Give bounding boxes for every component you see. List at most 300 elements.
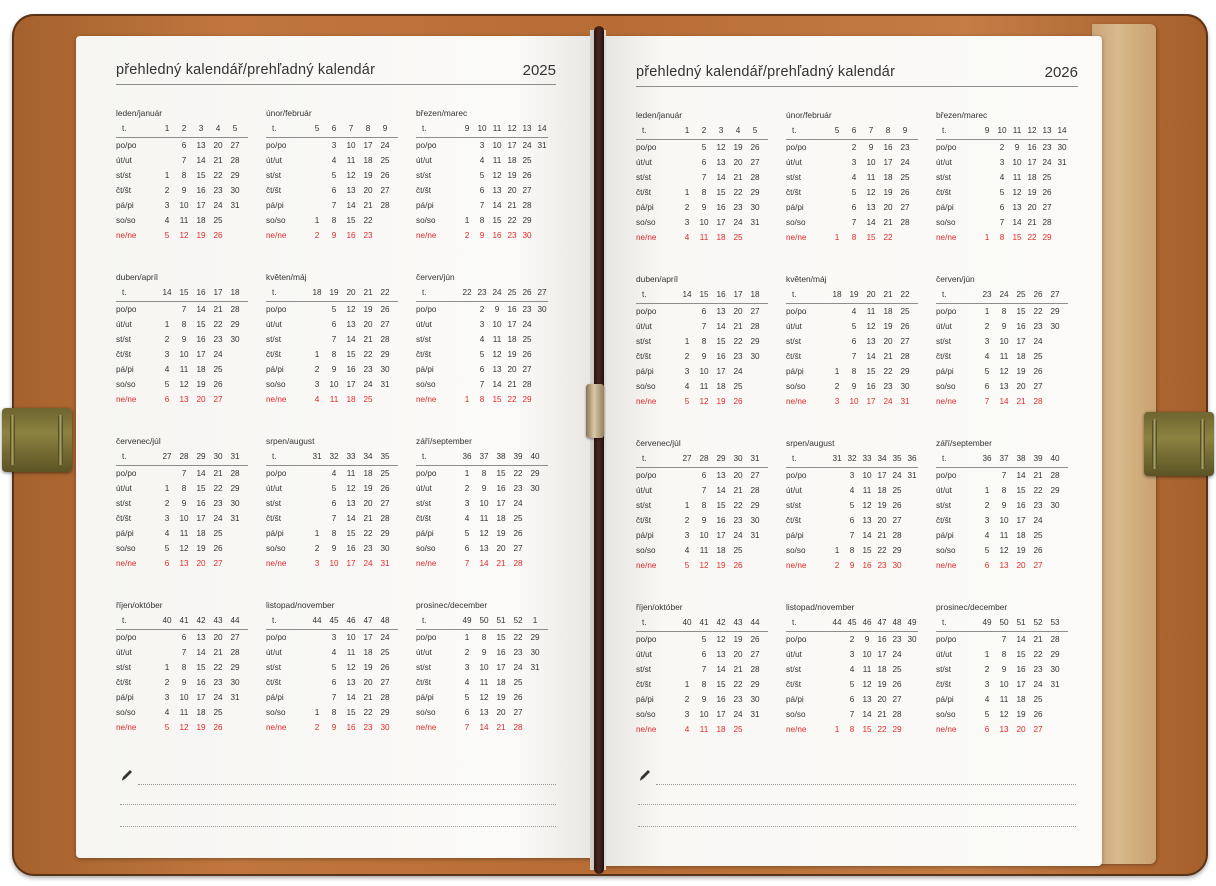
week-label: t. <box>942 290 947 299</box>
day-row <box>936 173 1068 185</box>
day-number: 9 <box>868 143 874 152</box>
day-label: ne/ne <box>116 231 137 240</box>
day-number: 18 <box>1016 352 1026 361</box>
day-number: 1 <box>164 484 170 493</box>
day-number: 4 <box>164 708 170 717</box>
week-number: 43 <box>213 616 223 625</box>
day-label: st/st <box>636 337 652 346</box>
month-name: prosinec/december <box>416 600 488 610</box>
day-number: 19 <box>507 350 517 359</box>
day-row <box>636 695 768 707</box>
day-number: 24 <box>892 650 902 659</box>
week-number: 36 <box>462 452 472 461</box>
week-number: 12 <box>1027 126 1037 135</box>
day-label: so/so <box>636 710 656 719</box>
day-number: 4 <box>984 695 990 704</box>
week-number: 37 <box>479 452 489 461</box>
day-number: 31 <box>230 514 240 523</box>
week-number: 13 <box>1042 126 1052 135</box>
day-label: pá/pi <box>116 693 134 702</box>
day-number: 25 <box>380 648 390 657</box>
day-row <box>636 352 768 364</box>
day-label: st/st <box>786 337 802 346</box>
day-number: 23 <box>213 678 223 687</box>
day-label: so/so <box>416 216 436 225</box>
day-number: 15 <box>1012 233 1022 242</box>
week-label: t. <box>122 616 127 625</box>
day-number: 17 <box>363 633 373 642</box>
day-number: 11 <box>492 335 502 344</box>
day-number: 24 <box>892 471 902 480</box>
day-number: 1 <box>984 307 990 316</box>
day-number: 6 <box>984 382 990 391</box>
day-number: 23 <box>513 648 523 657</box>
day-number: 26 <box>1042 188 1052 197</box>
day-row <box>266 320 398 332</box>
day-number: 22 <box>883 367 893 376</box>
day-number: 15 <box>716 337 726 346</box>
day-number: 29 <box>380 529 390 538</box>
day-number: 1 <box>164 320 170 329</box>
day-number: 9 <box>331 365 337 374</box>
day-number: 17 <box>1016 337 1026 346</box>
day-number: 13 <box>492 365 502 374</box>
day-number: 9 <box>701 695 707 704</box>
day-number: 1 <box>314 708 320 717</box>
day-row <box>416 723 548 735</box>
day-number: 29 <box>1050 486 1060 495</box>
week-number: 38 <box>496 452 506 461</box>
day-number: 6 <box>849 695 855 704</box>
metal-clasp <box>2 408 72 472</box>
day-number: 21 <box>1033 471 1043 480</box>
day-number: 14 <box>346 201 356 210</box>
day-label: čt/št <box>266 514 282 523</box>
day-number: 13 <box>716 307 726 316</box>
day-number: 17 <box>346 380 356 389</box>
day-number: 25 <box>380 156 390 165</box>
day-number: 12 <box>479 529 489 538</box>
day-number: 23 <box>507 231 517 240</box>
day-number: 15 <box>492 216 502 225</box>
month-name: prosinec/december <box>936 602 1008 612</box>
day-number: 8 <box>999 233 1005 242</box>
day-number: 14 <box>716 665 726 674</box>
day-label: so/so <box>786 546 806 555</box>
day-row <box>786 322 918 334</box>
day-label: út/ut <box>416 484 432 493</box>
day-row <box>416 633 548 645</box>
day-number: 21 <box>1016 397 1026 406</box>
day-number: 24 <box>900 158 910 167</box>
day-number: 8 <box>849 725 855 734</box>
week-number-row <box>266 451 398 466</box>
day-number: 4 <box>851 307 857 316</box>
day-row <box>116 305 248 317</box>
day-number: 4 <box>164 365 170 374</box>
note-line <box>638 826 1076 827</box>
day-number: 3 <box>164 693 170 702</box>
day-row <box>786 337 918 349</box>
day-number: 2 <box>164 499 170 508</box>
day-number: 8 <box>331 529 337 538</box>
day-number: 6 <box>701 158 707 167</box>
day-number: 15 <box>196 484 206 493</box>
day-label: st/st <box>416 499 432 508</box>
month-name: listopad/november <box>266 600 335 610</box>
day-label: so/so <box>416 380 436 389</box>
day-number: 4 <box>999 173 1005 182</box>
day-label: st/st <box>786 173 802 182</box>
month-name: březen/marec <box>416 108 468 118</box>
day-label: st/st <box>116 171 132 180</box>
week-number-row <box>786 453 918 468</box>
week-number: 38 <box>1016 454 1026 463</box>
day-row <box>936 531 1068 543</box>
day-number: 29 <box>892 725 902 734</box>
day-label: út/ut <box>636 322 652 331</box>
day-number: 22 <box>507 216 517 225</box>
week-number-row <box>636 289 768 304</box>
week-number: 22 <box>900 290 910 299</box>
day-number: 7 <box>181 156 187 165</box>
day-label: so/so <box>786 382 806 391</box>
day-number: 5 <box>999 188 1005 197</box>
day-label: út/ut <box>786 486 802 495</box>
day-label: po/po <box>416 633 437 642</box>
day-row <box>116 484 248 496</box>
day-row <box>786 203 918 215</box>
day-number: 1 <box>464 633 470 642</box>
week-number: 27 <box>682 454 692 463</box>
day-row <box>936 382 1068 394</box>
day-number: 13 <box>196 633 206 642</box>
day-number: 26 <box>213 380 223 389</box>
day-row <box>266 141 398 153</box>
month-name: květen/máj <box>786 274 827 284</box>
day-number: 21 <box>363 335 373 344</box>
day-number: 12 <box>346 663 356 672</box>
day-label: pá/pi <box>936 203 954 212</box>
day-row <box>936 486 1068 498</box>
week-number-row <box>636 617 768 632</box>
week-number: 1 <box>684 126 690 135</box>
day-number: 1 <box>684 680 690 689</box>
day-number: 13 <box>479 708 489 717</box>
day-number: 17 <box>877 650 887 659</box>
day-number: 19 <box>733 635 743 644</box>
day-number: 11 <box>479 514 489 523</box>
week-number: 53 <box>1050 618 1060 627</box>
week-number: 34 <box>363 452 373 461</box>
day-number: 6 <box>331 320 337 329</box>
day-number: 12 <box>699 397 709 406</box>
day-number: 24 <box>363 380 373 389</box>
day-number: 22 <box>877 546 887 555</box>
day-number: 29 <box>1042 233 1052 242</box>
day-label: pá/pi <box>636 203 654 212</box>
day-row <box>936 635 1068 647</box>
day-number: 30 <box>380 723 390 732</box>
week-number: 31 <box>230 452 240 461</box>
day-number: 21 <box>213 156 223 165</box>
week-number: 7 <box>348 124 354 133</box>
day-row <box>266 350 398 362</box>
week-number: 23 <box>477 288 487 297</box>
day-number: 7 <box>1001 471 1007 480</box>
day-row <box>416 663 548 675</box>
page-header <box>636 62 1078 87</box>
day-number: 5 <box>701 143 707 152</box>
week-number: 15 <box>179 288 189 297</box>
week-number-row <box>116 287 248 302</box>
day-number: 24 <box>380 141 390 150</box>
day-number: 8 <box>479 216 485 225</box>
day-row <box>936 695 1068 707</box>
day-label: pá/pi <box>786 695 804 704</box>
day-number: 17 <box>883 158 893 167</box>
day-label: st/st <box>416 663 432 672</box>
day-label: pá/pi <box>636 367 654 376</box>
day-row <box>266 171 398 183</box>
day-number: 29 <box>1050 650 1060 659</box>
month-name: březen/marec <box>936 110 988 120</box>
day-label: st/st <box>266 171 282 180</box>
day-number: 21 <box>877 710 887 719</box>
day-number: 29 <box>750 188 760 197</box>
day-number: 4 <box>984 531 990 540</box>
week-number: 47 <box>363 616 373 625</box>
day-number: 29 <box>750 680 760 689</box>
day-number: 16 <box>1016 501 1026 510</box>
day-label: pá/pi <box>266 693 284 702</box>
day-row <box>116 678 248 690</box>
day-label: út/ut <box>116 156 132 165</box>
day-number: 8 <box>181 320 187 329</box>
day-row <box>116 633 248 645</box>
day-row <box>936 143 1068 155</box>
day-number: 4 <box>684 233 690 242</box>
day-number: 23 <box>213 186 223 195</box>
day-label: pá/pi <box>786 367 804 376</box>
day-number: 9 <box>331 231 337 240</box>
day-number: 21 <box>733 665 743 674</box>
day-number: 24 <box>513 499 523 508</box>
day-number: 26 <box>1033 710 1043 719</box>
day-number: 2 <box>464 648 470 657</box>
day-number: 8 <box>331 216 337 225</box>
day-number: 23 <box>1042 143 1052 152</box>
day-number: 14 <box>479 723 489 732</box>
day-number: 27 <box>892 516 902 525</box>
day-number: 26 <box>900 322 910 331</box>
week-number: 29 <box>716 454 726 463</box>
week-number: 39 <box>513 452 523 461</box>
day-number: 11 <box>866 307 876 316</box>
day-row <box>116 395 248 407</box>
day-number: 10 <box>492 320 502 329</box>
week-number: 52 <box>513 616 523 625</box>
day-number: 27 <box>522 186 532 195</box>
day-row <box>786 710 918 722</box>
day-label: út/ut <box>116 320 132 329</box>
day-number: 27 <box>230 141 240 150</box>
day-number: 13 <box>492 186 502 195</box>
day-row <box>636 307 768 319</box>
day-number: 16 <box>716 352 726 361</box>
day-number: 2 <box>834 382 840 391</box>
day-label: pá/pi <box>786 531 804 540</box>
day-number: 11 <box>1012 173 1022 182</box>
day-number: 15 <box>496 633 506 642</box>
day-number: 15 <box>492 395 502 404</box>
day-number: 23 <box>213 499 223 508</box>
week-number: 10 <box>997 126 1007 135</box>
day-label: ne/ne <box>636 233 657 242</box>
day-number: 6 <box>849 516 855 525</box>
day-number: 8 <box>181 484 187 493</box>
day-row <box>636 218 768 230</box>
day-number: 11 <box>999 531 1009 540</box>
day-label: čt/št <box>786 680 802 689</box>
week-number: 36 <box>982 454 992 463</box>
day-number: 19 <box>1016 367 1026 376</box>
week-label: t. <box>422 288 427 297</box>
day-number: 13 <box>346 678 356 687</box>
day-label: ne/ne <box>936 725 957 734</box>
day-label: čt/št <box>116 186 132 195</box>
day-number: 28 <box>380 201 390 210</box>
day-row <box>416 529 548 541</box>
day-label: ne/ne <box>116 395 137 404</box>
day-label: ne/ne <box>786 233 807 242</box>
day-label: pá/pi <box>416 365 434 374</box>
day-number: 20 <box>196 395 206 404</box>
day-number: 19 <box>883 188 893 197</box>
day-number: 6 <box>164 559 170 568</box>
week-label: t. <box>422 124 427 133</box>
day-number: 25 <box>892 665 902 674</box>
page-title: přehledný kalendář/prehľadný kalendár <box>116 62 376 78</box>
day-number: 9 <box>1001 501 1007 510</box>
day-number: 3 <box>479 320 485 329</box>
day-row <box>116 559 248 571</box>
day-label: čt/št <box>416 514 432 523</box>
day-label: so/so <box>266 216 286 225</box>
day-number: 22 <box>513 633 523 642</box>
week-number: 9 <box>464 124 470 133</box>
day-number: 10 <box>346 633 356 642</box>
day-number: 16 <box>877 635 887 644</box>
day-label: pá/pi <box>266 201 284 210</box>
day-number: 24 <box>363 559 373 568</box>
day-number: 13 <box>346 320 356 329</box>
day-number: 16 <box>866 382 876 391</box>
day-number: 4 <box>684 546 690 555</box>
day-number: 13 <box>866 337 876 346</box>
day-number: 4 <box>464 514 470 523</box>
day-row <box>116 335 248 347</box>
day-number: 3 <box>849 471 855 480</box>
day-label: st/st <box>116 663 132 672</box>
day-label: so/so <box>936 546 956 555</box>
week-number: 18 <box>312 288 322 297</box>
day-number: 28 <box>892 531 902 540</box>
day-number: 17 <box>196 350 206 359</box>
day-number: 19 <box>877 501 887 510</box>
day-label: po/po <box>416 305 437 314</box>
week-number: 48 <box>892 618 902 627</box>
day-number: 12 <box>999 367 1009 376</box>
week-number: 31 <box>832 454 842 463</box>
day-row <box>416 693 548 705</box>
day-number: 12 <box>479 693 489 702</box>
week-number-row <box>936 289 1068 304</box>
day-number: 16 <box>492 231 502 240</box>
month-name: duben/apríl <box>636 274 678 284</box>
day-number: 4 <box>849 665 855 674</box>
day-number: 15 <box>346 708 356 717</box>
day-number: 5 <box>331 171 337 180</box>
day-number: 15 <box>1016 307 1026 316</box>
day-number: 28 <box>900 218 910 227</box>
day-number: 8 <box>701 337 707 346</box>
day-number: 6 <box>464 708 470 717</box>
day-label: po/po <box>786 143 807 152</box>
day-label: so/so <box>116 708 136 717</box>
day-number: 9 <box>181 678 187 687</box>
day-row <box>786 367 918 379</box>
week-number: 9 <box>382 124 388 133</box>
day-number: 3 <box>851 158 857 167</box>
day-number: 6 <box>331 186 337 195</box>
day-number: 5 <box>851 188 857 197</box>
week-number: 6 <box>331 124 337 133</box>
day-number: 28 <box>380 514 390 523</box>
day-label: čt/št <box>116 678 132 687</box>
day-number: 21 <box>507 201 517 210</box>
week-number-row <box>416 287 548 302</box>
week-number: 52 <box>1033 618 1043 627</box>
day-number: 27 <box>513 708 523 717</box>
week-number: 35 <box>892 454 902 463</box>
day-number: 8 <box>481 469 487 478</box>
day-number: 22 <box>1027 233 1037 242</box>
day-row <box>636 486 768 498</box>
day-number: 15 <box>862 725 872 734</box>
day-number: 21 <box>733 486 743 495</box>
day-number: 21 <box>733 173 743 182</box>
day-row <box>636 680 768 692</box>
week-number-row <box>786 289 918 304</box>
day-number: 28 <box>380 335 390 344</box>
day-row <box>936 665 1068 677</box>
day-row <box>416 380 548 392</box>
day-number: 12 <box>346 171 356 180</box>
day-number: 31 <box>750 218 760 227</box>
day-number: 7 <box>181 648 187 657</box>
day-number: 14 <box>999 397 1009 406</box>
day-number: 19 <box>877 680 887 689</box>
day-number: 23 <box>1033 322 1043 331</box>
day-row <box>936 233 1068 245</box>
day-number: 13 <box>716 650 726 659</box>
day-number: 7 <box>331 514 337 523</box>
day-row <box>266 678 398 690</box>
day-number: 26 <box>380 663 390 672</box>
day-row <box>416 469 548 481</box>
day-row <box>416 320 548 332</box>
